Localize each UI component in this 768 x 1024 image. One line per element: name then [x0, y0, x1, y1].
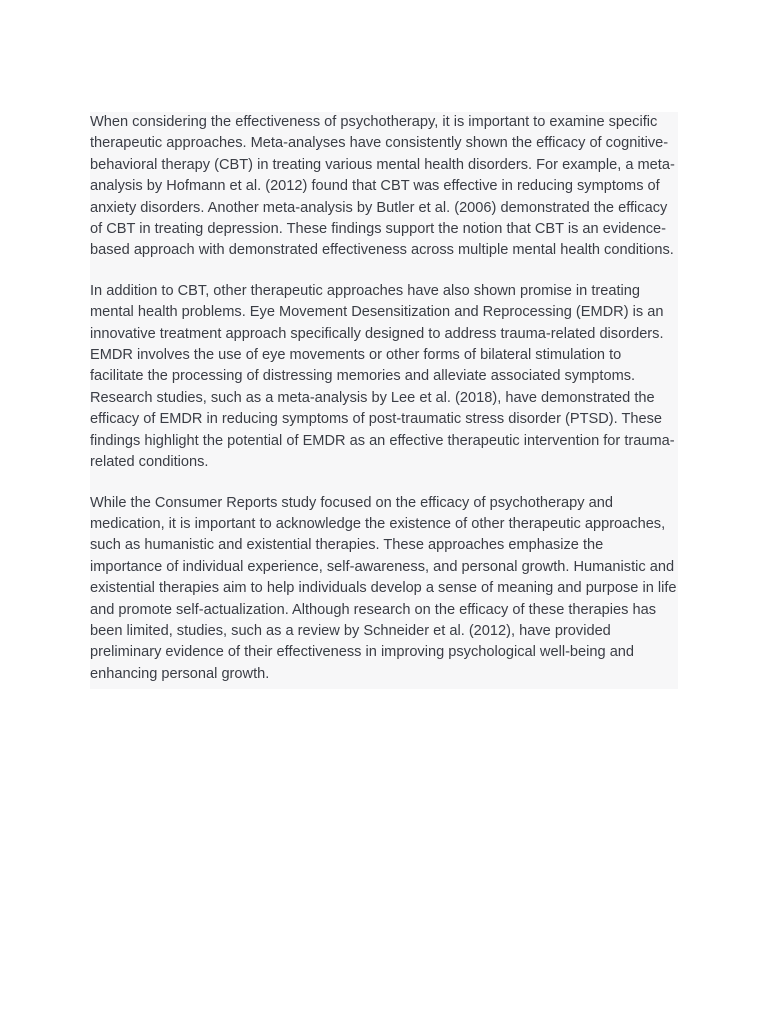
- text-block: [90, 112, 678, 689]
- paragraph-emdr: In addition to CBT, other therapeutic approaches have also shown promise in treating mental health problems. Eye Movement Desensitization and Reprocessing (EMDR) is an innovative treatment approach specifically designed to address trauma-related disorders. EMDR involves the use of eye movements or other forms of bilateral stimulation to facilitate the processing of distressing memories and alleviate associated symptoms. Research studies, such as a meta-analysis by Lee et al. (2018), have demonstrated the efficacy of EMDR in reducing symptoms of post-traumatic stress disorder (PTSD). These findings highlight the potential of EMDR as an effective therapeutic intervention for trauma-related conditions.: [90, 282, 675, 471]
- paragraph-cbt-effectiveness: When considering the effectiveness of psychotherapy, it is important to examine specific therapeutic approaches. Meta-analyses have consistently shown the efficacy of cognitive-behavioral therapy (CBT) in treating various mental health disorders. For example, a meta-analysis by Hofmann et al. (2012) found that CBT was effective in reducing symptoms of anxiety disorders. Another meta-analysis by Butler et al. (2006) demonstrated the efficacy of CBT in treating depression. These findings support the notion that CBT is an evidence-based approach with demonstrated effectiveness across multiple mental health conditions.: [90, 114, 675, 259]
- paragraph-humanistic-existential: While the Consumer Reports study focused on the efficacy of psychotherapy and medication, it is important to acknowledge the existence of other therapeutic approaches, such as humanistic and existential therapies. These approaches emphasize the importance of individual experience, self-awareness, and personal growth. Humanistic and existential therapies aim to help individuals develop a sense of meaning and purpose in life and promote self-actualization. Although research on the efficacy of these therapies has been limited, studies, such as a review by Schneider et al. (2012), have provided preliminary evidence of their effectiveness in improving psychological well-being and enhancing personal growth.: [90, 494, 677, 682]
